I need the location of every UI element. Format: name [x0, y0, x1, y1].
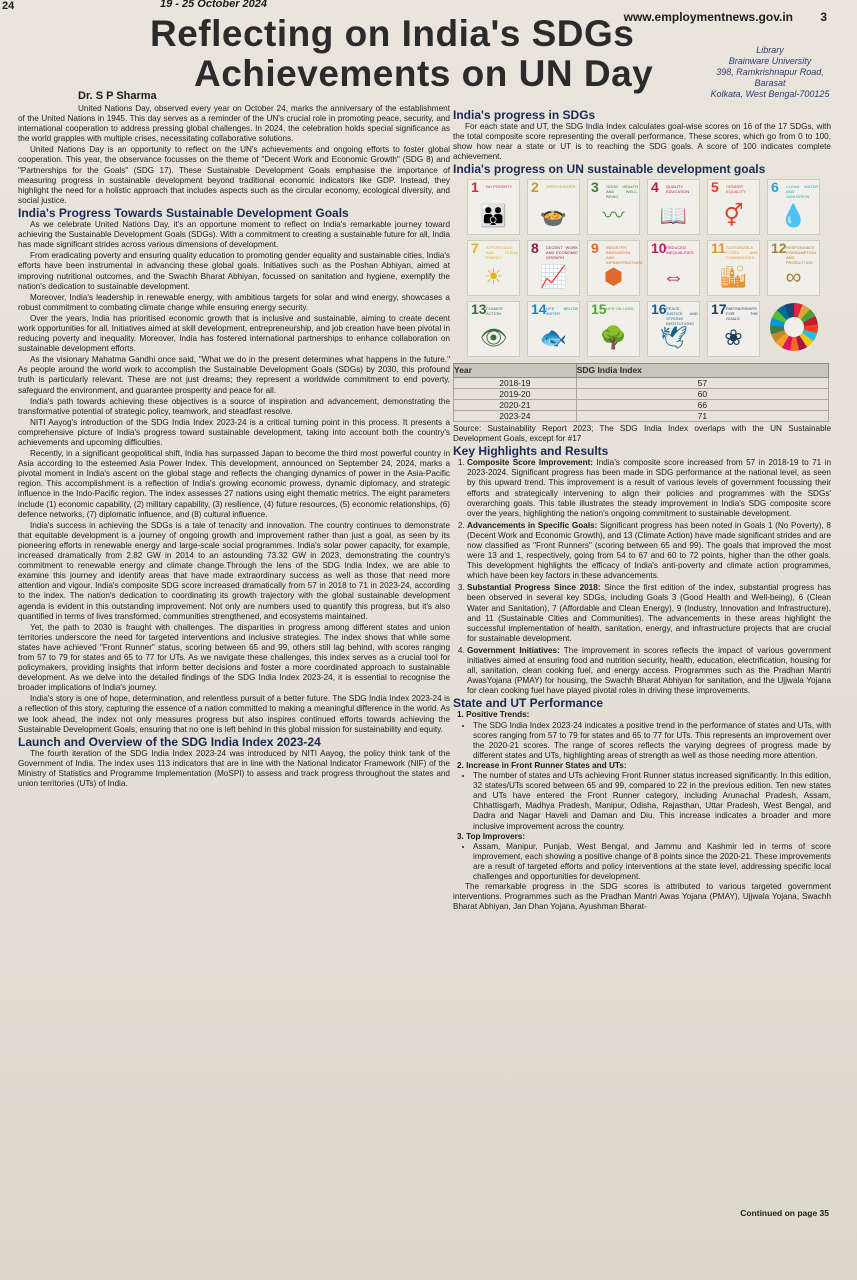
sdg-goal-icon: 🐟 — [539, 324, 568, 350]
sdg-goal-tile — [587, 301, 640, 357]
item-title: 1. Positive Trends: — [457, 710, 530, 720]
sdg-goal-number: 16 — [651, 300, 667, 317]
section-heading: India's progress on UN sustainable development goals — [453, 162, 766, 177]
paragraph: Moreover, India's leadership in renewable energy, with ambitious targets for solar and wind energy, showcases a robust commitment to combating climate change while ensuring energy security. — [18, 292, 450, 312]
sdg-goal-tile — [587, 179, 640, 235]
sdg-goal-number: 1 — [471, 178, 479, 195]
sdg-goal-icon: 🍲 — [539, 202, 568, 228]
list-item — [467, 521, 831, 582]
sdg-goal-icon: ❀ — [724, 324, 743, 350]
section-heading: State and UT Performance — [453, 696, 604, 711]
sdg-goal-number: 12 — [771, 239, 787, 256]
sdg-wheel-logo — [767, 301, 820, 357]
sdg-goal-label: GOOD HEALTH AND WELL-BEING — [606, 183, 638, 199]
sdg-goal-label: DECENT WORK AND ECONOMIC GROWTH — [546, 244, 578, 260]
sdg-goal-tile — [647, 240, 700, 296]
sdg-goal-label: RESPONSIBLE CONSUMPTION AND PRODUCTION — [786, 244, 816, 265]
sdg-goal-label: PEACE, JUSTICE AND STRONG INSTITUTIONS — [666, 305, 698, 326]
table-header-index: SDG India Index — [576, 363, 828, 377]
paragraph: Yet, the path to 2030 is fraught with challenges. The disparities in progress among different states and union territories underscore the need for targeted interventions and inclusive strategies. The index shows that while some states have achieved "Front Runner" status, scoring between 65 and 99, others still lag behind, with scores ranging from 57 to 79 for states and 65 to 77 for UTs. As we navigate these challenges, this index serves as a crucial tool for policymakers, providing insights that inform better decisions and foster a more coordinated approach to sustainable development. As we delve into the detailed findings of the SDG India Index 2023-24, it is essential to recognise the broader implications of India's journey. — [18, 622, 450, 693]
table-cell-year: 2018-19 — [454, 377, 577, 388]
sdg-goal-number: 5 — [711, 178, 719, 195]
sdg-goal-icon: ☀ — [483, 263, 504, 289]
sdg-goal-label: PARTNERSHIPS FOR THE GOALS — [726, 305, 758, 321]
sdg-goal-tile — [467, 179, 520, 235]
table-row — [454, 399, 829, 410]
page-number-right: 3 — [820, 10, 827, 24]
list-item — [467, 646, 831, 696]
right-column — [453, 108, 831, 913]
sdg-goal-icon: 💧 — [779, 202, 808, 228]
sdg-goal-tile — [707, 179, 760, 235]
item-text: Significant progress has been noted in Goals 1 (No Poverty), 8 (Decent Work and Economic Growth), and 13 (Climate Action) have made significant strides and are now classified as "Front Runners" (scoring between 65 and 99). The goals that improved the most were 13 and 1, respectively, going from 54 to 67 and 60 to 72 points, higher than the other goals. This development highlights the efficacy of India's anti-poverty and climate action programmes, which have been key factors in these advancements. — [467, 520, 831, 581]
paragraph: NITI Aayog's introduction of the SDG India Index 2023-24 is a critical turning point in this process. It presents a comprehensive picture of India's progress toward sustainable development, taking into account both the country's achievements and upcoming difficulties. — [18, 417, 450, 447]
sdg-goal-label: AFFORDABLE AND CLEAN ENERGY — [486, 244, 518, 260]
section-heading: Key Highlights and Results — [453, 444, 609, 459]
table-row — [454, 377, 829, 388]
sdg-goal-icon: 〰 — [602, 202, 625, 228]
sdg-goal-number: 7 — [471, 239, 479, 256]
list-item: • The SDG India Index 2023-24 indicates a positive trend in the performance of states and UTs, with scores ranging from 57 to 79 for states and 65 to 77 for UTs. This represents an improvement over the 2020-21 scores. The range of scores reflects the varying degrees of progress made by different states and UTs, highlighting areas of strength as well as those needing more attention. — [473, 721, 831, 761]
item-title: Substantial Progress Since 2018: — [467, 583, 601, 593]
sdg-goal-label: GENDER EQUALITY — [726, 183, 746, 194]
sdg-goal-number: 8 — [531, 239, 539, 256]
sdg-goal-tile — [527, 240, 580, 296]
paragraph: As the visionary Mahatma Gandhi once said, "What we do in the present determines what happens in the future." As people around the world work to accomplish the Sustainable Development Goals (SDGs) by 2030, this profound truth is particularly relevant. These are not just dreams; they represent a worldwide commitment to end poverty, safeguard the environment, and guarantee prosperity and peace for all. — [18, 355, 450, 395]
sdg-goal-number: 9 — [591, 239, 599, 256]
sdg-goal-tile — [647, 179, 700, 235]
stamp-line-4: Kolkata, West Bengal-700125 — [710, 89, 830, 99]
sdg-goal-tile — [527, 301, 580, 357]
sdg-goal-icon: ⬢ — [603, 263, 624, 289]
item-title: 2. Increase in Front Runner States and UTs: — [457, 760, 627, 770]
sdg-goal-tile — [707, 301, 760, 357]
sdg-goal-tile — [587, 239, 643, 296]
section-heading: Launch and Overview of the SDG India Index 2023-24 — [18, 734, 321, 749]
sdg-goal-icon: ∞ — [785, 263, 802, 289]
sdg-goal-number: 4 — [651, 178, 659, 195]
paragraph: Over the years, India has prioritised economic growth that is inclusive and sustainable, aiming to create decent work opportunities for all. Initiatives aimed at skill development, entrepreneurship, and job creation have been pivotal in reducing poverty and inequality. Moreover, India has fostered international partnerships to enhance collaboration on sustainable development efforts. — [18, 313, 450, 354]
library-stamp — [700, 45, 840, 100]
sdg-goal-icon: 🌳 — [599, 324, 628, 350]
sdg-goal-label: REDUCED INEQUALITIES — [666, 244, 694, 255]
sdg-goal-icon: ⇔ — [662, 263, 685, 289]
item-text: Since the first edition of the index, substantial progress has been observed in several key SDGs, including Goals 3 (Good Health and Well-being), 6 (Clean Water and Sanitation), 7 (Affordable and Clean Energy), 9 (Industry, Innovation and Infrastructure), and 11 (Sustainable Cities and Communities). The advancements in these areas highlight the successful implementation of health, sanitation, energy, and infrastructure projects that are crucial for sustainable development. — [467, 583, 831, 643]
sdg-goal-icon: 🕊 — [659, 324, 688, 350]
sdg-goal-number: 2 — [531, 178, 539, 195]
sdg-goal-number: 11 — [711, 239, 726, 256]
sdg-goal-label: INDUSTRY, INNOVATION AND INFRASTRUCTURE — [606, 244, 643, 265]
list-item: • Assam, Manipur, Punjab, West Bengal, and Jammu and Kashmir led in terms of score improvement, each showing a positive change of 8 points since the 2020-21. These improvements are a result of targeted efforts and policy interventions at the state level, addressing specific local challenges and opportunities for development. — [473, 842, 831, 882]
paragraph: The remarkable progress in the SDG scores is attributed to various targeted government interventions. Programmes such as the Pradhan Mantri Awas Yojana (PMAY), Ujjwala Yojana, Swachh Bharat Abhiyan, Jan Dhan Yojana, Ayushman Bharat- — [453, 882, 831, 912]
paragraph: The fourth iteration of the SDG India Index 2023-24 was introduced by NITI Aayog, the policy think tank of the Government of India. The index uses 113 indicators that are in line with the National Indicator Framework (NIF) of the Ministry of Statistics and Programme Implementation (MoSPI) to assess and track progress throughout the states and union territories (UTs) of India. — [18, 748, 450, 789]
table-cell-score: 60 — [576, 388, 828, 399]
issue-date: 19 - 25 October 2024 — [160, 0, 268, 10]
item-title: Advancements in Specific Goals: — [467, 520, 598, 530]
sdg-goal-label: CLIMATE ACTION — [486, 305, 504, 316]
stamp-line-3: 398, Ramkrishnapur Road, Barasat — [716, 67, 824, 88]
sdg-goal-icon: 📖 — [659, 202, 688, 228]
section-heading: India's Progress Towards Sustainable Development Goals — [18, 205, 349, 220]
sdg-goal-icon: 📈 — [539, 263, 568, 289]
sdg-goal-tile — [767, 179, 820, 235]
highlights-list — [467, 458, 831, 696]
table-cell-score: 71 — [576, 410, 828, 421]
headline-line-2: Achievements on UN Day — [194, 53, 654, 94]
item-title: Government Initiatives: — [467, 645, 560, 655]
list-item — [467, 583, 831, 644]
sdg-goal-label: SUSTAINABLE CITIES AND COMMUNITIES — [726, 244, 758, 260]
author-byline: Dr. S P Sharma — [78, 90, 157, 102]
sdg-goal-tile — [467, 301, 520, 357]
sdg-goal-icon: 👁 — [479, 324, 508, 350]
paragraph: United Nations Day, observed every year on October 24, marks the anniversary of the establishment of the United Nations in 1945. This day serves as a reminder of the UN's crucial role in promoting peace, security, and international cooperation to address pressing global challenges. In 2024, the celebration holds special significance as the world grapples with multiple crises, necessitating collaborative solutions. — [18, 104, 450, 144]
paragraph: United Nations Day is an opportunity to reflect on the UN's achievements and ongoing efforts to foster global cooperation. This year, the observance focusses on the theme of "Decent Work and Economic Growth" (SDG 8) and "Partnerships for the Goals" (SDG 17). These Sustainable Development Goals emphasise the importance of measuring progress in sustainable development beyond traditional economic indicators like GDP. Instead, they highlight the need for a holistic approach that includes aspects such as the circular economy, ecological diversity, and social justice. — [18, 145, 450, 205]
stamp-line-1: Library — [756, 45, 784, 55]
sdg-goal-icon: 👪 — [479, 202, 508, 228]
sdg-goal-tile — [647, 301, 700, 357]
table-row — [454, 410, 829, 421]
list-item: • The number of states and UTs achieving Front Runner status increased significantly. In this edition, 32 states/UTs scored between 65 and 99, compared to 22 in the previous edition. Ten new states and UTs have entered the Front Runner category, including Arunachal Pradesh, Assam, Chhattisgarh, Madhya Pradesh, Manipur, Odisha, Rajasthan, Uttar Pradesh, West Bengal, and Dadra and Nagar Haveli and Daman and Diu. This increase indicates a broader and more inclusive improvement across the country. — [473, 771, 831, 832]
section-heading: India's progress in SDGs — [453, 108, 596, 122]
table-cell-year: 2020-21 — [454, 399, 577, 410]
paragraph: India's path towards achieving these objectives is a source of inspiration and advancement, demonstrating the transformative potential of strategic policy, teamwork, and steadfast resolve. — [18, 396, 450, 416]
table-source-note: Source: Sustainability Report 2023; The SDG India Index overlaps with the UN Sustainable Development Goals, except for #17 — [453, 423, 831, 444]
sdg-goal-label: QUALITY EDUCATION — [666, 183, 690, 194]
sdg-goal-number: 13 — [471, 300, 487, 317]
sdg-goal-tile — [467, 240, 520, 296]
state-performance — [457, 710, 831, 882]
sdg-goal-number: 3 — [591, 178, 599, 195]
sdg-goals-grid — [467, 179, 831, 357]
sdg-goal-tile — [527, 179, 580, 235]
sdg-goal-number: 15 — [591, 300, 607, 317]
article-headline — [150, 14, 750, 94]
sdg-goal-label: LIFE ON LAND — [606, 305, 634, 311]
item-title: Composite Score Improvement: — [467, 458, 594, 468]
sdg-goal-icon: ⚥ — [723, 202, 744, 228]
sdg-goal-icon: 🏙 — [719, 263, 748, 289]
page-header — [0, 0, 857, 24]
item-text: India's composite score increased from 57 in 2018-19 to 71 in 2023-2024. Significant progress has been made in SDG performance at the national level, as seen by this upward trend. This improvement is a result of various levels of government focussing their efforts and strategically intervening to align their policies and programmes with the SDGs' overarching goals. This table illustrates the steady improvement in India's SDG composite score over the years, highlighting the nation's ongoing commitment to sustainable development. — [467, 458, 832, 518]
sdg-goal-number: 10 — [651, 239, 667, 256]
continued-note: Continued on page 35 — [740, 1208, 829, 1218]
left-column — [18, 104, 450, 790]
table-cell-score: 66 — [576, 399, 828, 410]
stamp-line-2: Brainware University — [728, 56, 812, 66]
item-title: 3. Top Improvers: — [457, 831, 526, 841]
sdg-goal-number: 17 — [711, 300, 727, 317]
item-text: The improvement in scores reflects the impact of various government initiatives aimed at ensuring food and nutrition security, health, education, electrification, housing for all, sanitation, clean cooking fuel, and energy access. Programmes such as the Pradhan Mantri AwasYojana (PMAY) for housing, the Swachh Bharat Abhiyan for sanitation, and the Ujjwala Yojana for clean cooking fuel have played pivotal roles in driving these improvements. — [467, 645, 831, 696]
sdg-goal-label: ZERO HUNGER — [546, 183, 576, 189]
headline-line-1: Reflecting on India's SDGs — [150, 13, 635, 54]
sdg-goal-tile — [707, 240, 760, 296]
table-cell-year: 2019-20 — [454, 388, 577, 399]
site-url: www.employmentnews.gov.in — [623, 10, 793, 24]
table-cell-year: 2023-24 — [454, 410, 577, 421]
table-header-year: Year — [454, 363, 577, 377]
list-item — [467, 458, 831, 519]
paragraph: Recently, in a significant geopolitical shift, India has surpassed Japan to become the third most powerful country in Asia according to the esteemed Asia Power Index. This development, announced on September 24, 2024, marks a pivotal moment in India's ascent on the global stage and reflects the changing dynamics of power in the Asia-Pacific region. This accomplishment is a reflection of India's growing economic prowess, dynamic diplomacy, and strategic influence in the Indo-Pacific region. The index assesses 27 nations using eight thematic metrics. The eight parameters include (1) economic capability, (2) military capability, (3) resilience, (4) future resources, (5) economic relationships, (6) defence networks, (7) diplomatic influence, and (8) cultural influence. — [18, 449, 450, 519]
table-row — [454, 388, 829, 399]
paragraph: As we celebrate United Nations Day, it's an opportune moment to reflect on India's remarkable journey toward achieving the Sustainable Development Goals (SDGs). With a commitment to creating a sustainable future for all, India has made significant strides across various dimensions of development. — [18, 220, 450, 250]
sdg-wheel-icon — [770, 303, 818, 351]
sdg-goal-label: LIFE BELOW WATER — [546, 305, 578, 316]
table-cell-score: 57 — [576, 377, 828, 388]
paragraph: From eradicating poverty and ensuring quality education to promoting gender equality and sustainable cities, India's efforts have been instrumental in advancing these global goals. Initiatives such as the Poshan Abhiyan, aimed at improving nutritional outcomes, and the Swachh Bharat Abhiyan, focussed on sanitation and hygiene, exemplify the nation's dedication to sustainable development. — [18, 251, 450, 291]
paragraph: India's story is one of hope, determination, and relentless pursuit of a better future. The SDG India Index 2023-24 is a reflection of this story, capturing the essence of a nation committed to making a meaningful difference in the world. As we look ahead, the index not only measures progress but also inspires continued efforts towards achieving the Sustainable Development Goals, ensuring that no one is left behind in this global mission for sustainability and equity. — [18, 694, 450, 734]
paragraph: India's success in achieving the SDGs is a tale of tenacity and innovation. The country continues to demonstrate that equitable development is a journey of ongoing growth and improvement rather than just a goal, as seen by its pioneering efforts in renewable energy and large-scale social programmes. India's solar power capacity, for example, increased dramatically from 2.82 GW in 2014 to an astounding 73.32 GW in 2023, demonstrating the country's commitment to renewable energy and climate change.Through the lens of the SDG India Index, we are able to examine this journey and identify areas that have made extraordinary success as well as those that need more attention and vigour. India's composite SDG score increased dramatically from 57 in 2018 to 71 in 2023-24, according to the index. The nation's dedication to coordinating its growth trajectory with the global sustainable development agenda is evident in this outstanding improvement. Not only are numbers used to quantify this progress, but it's also quantified in terms of lives transformed, communities strengthened, and ecosystems maintained. — [18, 520, 450, 621]
sdg-goal-tile — [767, 240, 820, 296]
page-number-left: 24 — [2, 0, 15, 12]
sdg-goal-number: 14 — [531, 300, 547, 317]
paragraph: For each state and UT, the SDG India Index calculates goal-wise scores on 16 of the 17 SDGs, with the total composite score representing the overall performance. These scores, which go from 0 to 100, show how near a state or UT is to reaching the SDG goals. A score of 100 indicates complete achievement. — [453, 122, 831, 162]
sdg-index-table — [453, 363, 829, 422]
sdg-goal-label: CLEAN WATER AND SANITATION — [786, 183, 818, 199]
sdg-goal-number: 6 — [771, 178, 779, 195]
sdg-goal-label: NO POVERTY — [486, 183, 513, 189]
